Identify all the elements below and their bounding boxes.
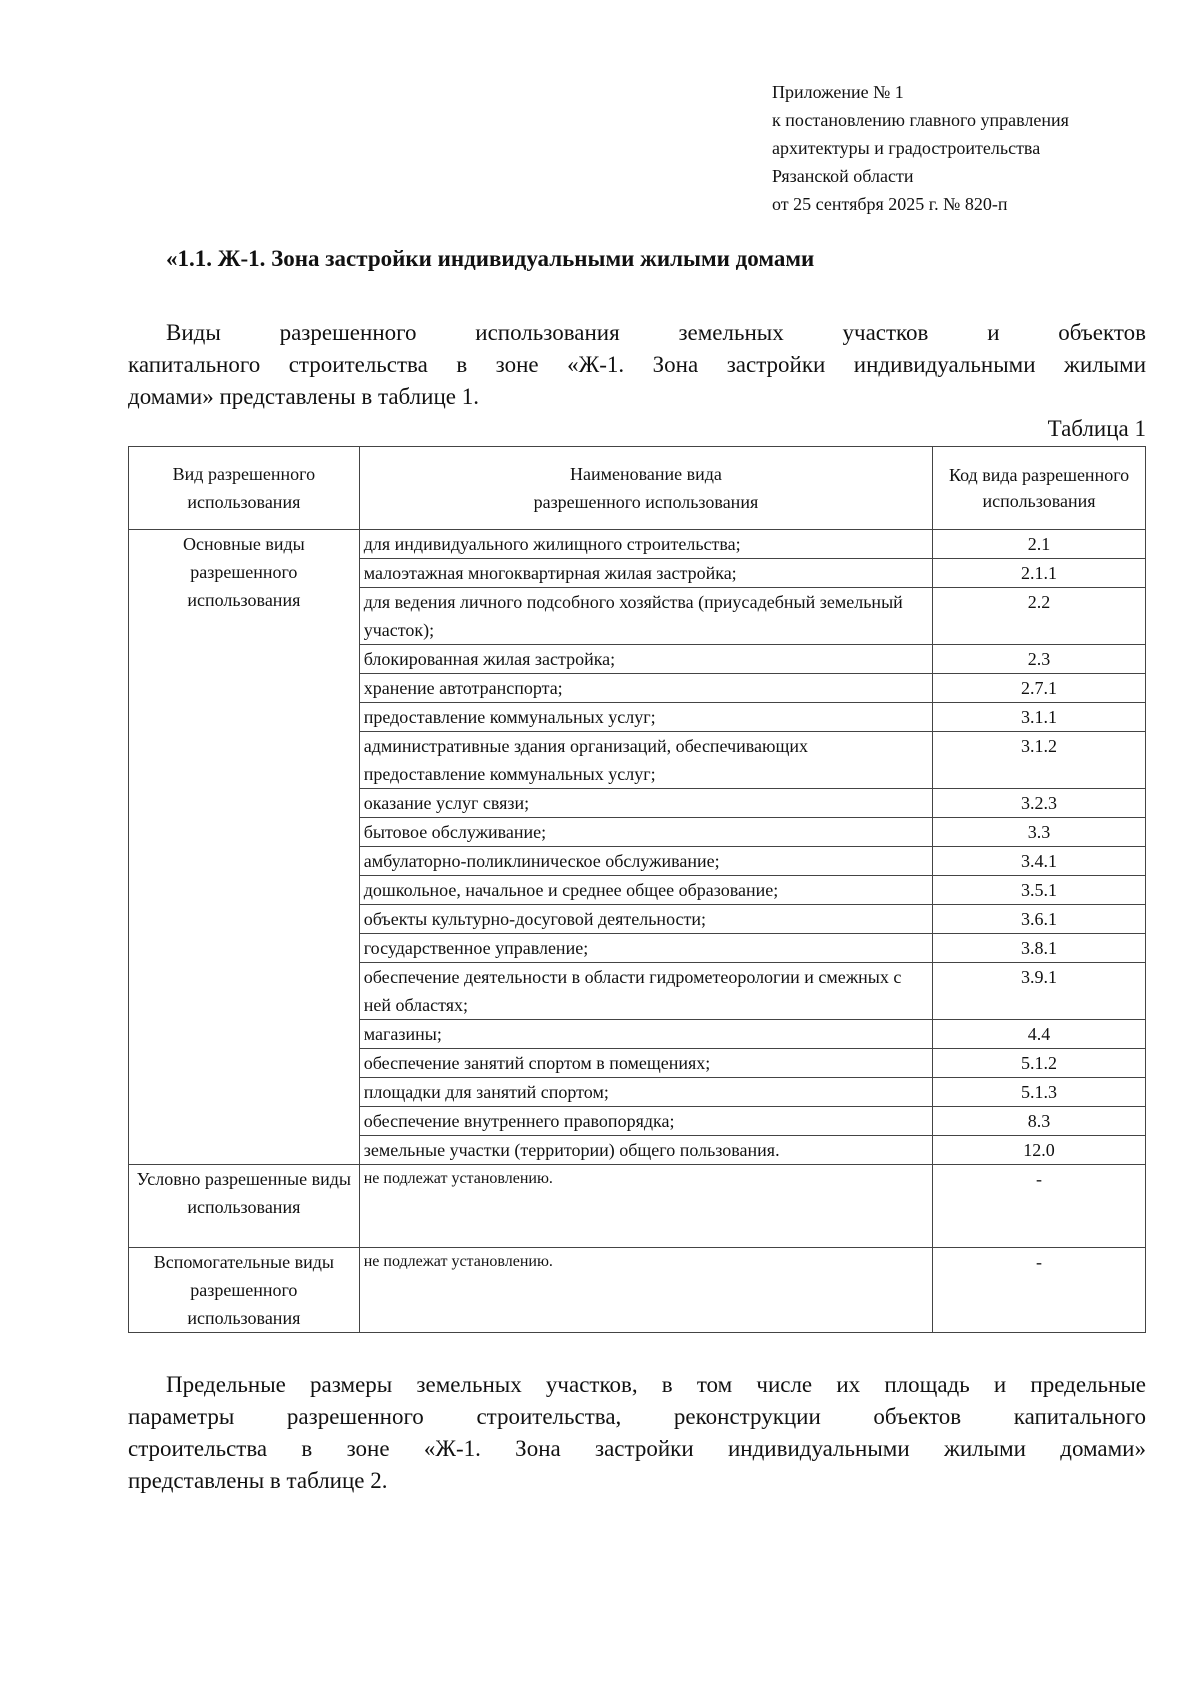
use-name-cell: амбулаторно-поликлиническое обслуживание; [359, 847, 932, 876]
table-row [129, 530, 1146, 559]
use-code-cell: 4.4 [933, 1020, 1146, 1049]
paragraph-line: Виды разрешенного использования земельных участков и объектов [166, 320, 1146, 345]
appendix-line: от 25 сентября 2025 г. № 820-п [772, 194, 1008, 214]
header-use-type: Вид разрешенного использования [129, 447, 360, 530]
header-use-name-line: разрешенного использования [533, 492, 759, 512]
table-body [129, 530, 1146, 1333]
appendix-line: Приложение № 1 [772, 82, 904, 102]
use-code-cell: 3.9.1 [933, 963, 1146, 1020]
use-name-cell: для индивидуального жилищного строительства; [359, 530, 932, 559]
header-use-code: Код вида разрешенного использования [933, 447, 1146, 530]
use-code-cell: 2.1 [933, 530, 1146, 559]
use-code-cell: 5.1.2 [933, 1049, 1146, 1078]
intro-paragraph [128, 317, 1146, 413]
use-name-cell: магазины; [359, 1020, 932, 1049]
paragraph-line: Предельные размеры земельных участков, в том числе их площадь и предельные [166, 1372, 1146, 1397]
table-caption: Таблица 1 [1047, 416, 1146, 441]
use-code-cell: 2.3 [933, 645, 1146, 674]
paragraph-line: строительства в зоне «Ж-1. Зона застройки индивидуальными жилыми домами» [128, 1436, 1146, 1461]
use-name-cell: обеспечение внутреннего правопорядка; [359, 1107, 932, 1136]
use-code-cell: 5.1.3 [933, 1078, 1146, 1107]
header-use-name [359, 447, 932, 530]
use-name-cell: блокированная жилая застройка; [359, 645, 932, 674]
use-name-cell: обеспечение деятельности в области гидрометеорологии и смежных с ней областях; [359, 963, 932, 1020]
appendix-block [772, 78, 1069, 218]
use-name-cell: административные здания организаций, обеспечивающих предоставление коммунальных услуг; [359, 732, 932, 789]
use-code-cell: 3.5.1 [933, 876, 1146, 905]
use-name-cell: обеспечение занятий спортом в помещениях; [359, 1049, 932, 1078]
use-code-cell: 8.3 [933, 1107, 1146, 1136]
use-code-cell: 2.7.1 [933, 674, 1146, 703]
use-name-cell: государственное управление; [359, 934, 932, 963]
closing-paragraph [128, 1369, 1146, 1497]
table-header-row [129, 447, 1146, 530]
use-name-cell: хранение автотранспорта; [359, 674, 932, 703]
use-code-cell: 3.1.2 [933, 732, 1146, 789]
use-code-cell: 3.6.1 [933, 905, 1146, 934]
appendix-line: архитектуры и градостроительства [772, 138, 1041, 158]
use-name-cell: малоэтажная многоквартирная жилая застройка; [359, 559, 932, 588]
use-code-cell: 2.1.1 [933, 559, 1146, 588]
use-code-cell: 3.1.1 [933, 703, 1146, 732]
table-row-auxiliary [129, 1248, 1146, 1333]
use-name-cell: объекты культурно-досуговой деятельности; [359, 905, 932, 934]
use-name-cell: земельные участки (территории) общего пользования. [359, 1136, 932, 1165]
section-heading: «1.1. Ж-1. Зона застройки индивидуальными жилыми домами [166, 246, 815, 271]
paragraph-line: домами» представлены в таблице 1. [128, 384, 479, 409]
use-code-cell: 3.8.1 [933, 934, 1146, 963]
paragraph-line: представлены в таблице 2. [128, 1468, 388, 1493]
auxiliary-code-cell: - [933, 1248, 1146, 1333]
appendix-line: Рязанской области [772, 166, 914, 186]
paragraph-line: капитального строительства в зоне «Ж-1. Зона застройки индивидуальными жилыми [128, 352, 1146, 377]
auxiliary-name-cell: не подлежат установлению. [359, 1248, 932, 1333]
use-name-cell: оказание услуг связи; [359, 789, 932, 818]
conditional-code-cell: - [933, 1165, 1146, 1248]
category-main: Основные виды разрешенного использования [129, 530, 360, 1165]
use-name-cell: для ведения личного подсобного хозяйства (приусадебный земельный участок); [359, 588, 932, 645]
use-name-cell: предоставление коммунальных услуг; [359, 703, 932, 732]
use-name-cell: бытовое обслуживание; [359, 818, 932, 847]
use-code-cell: 3.2.3 [933, 789, 1146, 818]
use-code-cell: 3.3 [933, 818, 1146, 847]
table-row-conditional [129, 1165, 1146, 1248]
use-code-cell: 2.2 [933, 588, 1146, 645]
conditional-category-cell: Условно разрешенные виды использования [129, 1165, 360, 1248]
conditional-name-cell: не подлежат установлению. [359, 1165, 932, 1248]
appendix-line: к постановлению главного управления [772, 110, 1069, 130]
auxiliary-category-cell: Вспомогательные виды разрешенного использования [129, 1248, 360, 1333]
use-code-cell: 3.4.1 [933, 847, 1146, 876]
paragraph-line: параметры разрешенного строительства, реконструкции объектов капитального [128, 1404, 1146, 1429]
use-name-cell: дошкольное, начальное и среднее общее образование; [359, 876, 932, 905]
header-use-name-line: Наименование вида [569, 464, 722, 484]
use-code-cell: 12.0 [933, 1136, 1146, 1165]
use-name-cell: площадки для занятий спортом; [359, 1078, 932, 1107]
permitted-use-table [128, 446, 1146, 1333]
